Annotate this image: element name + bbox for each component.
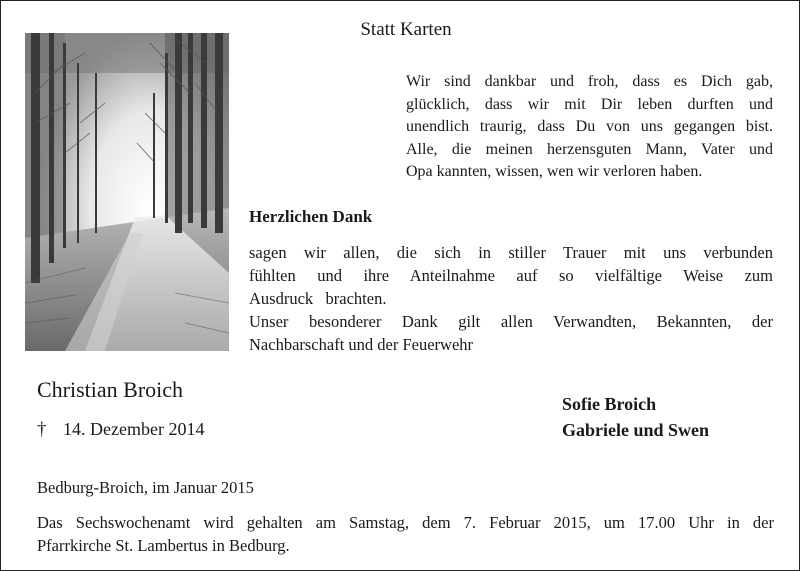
poem-line: Wir sind dankbar und froh, dass es Dich gab, [406, 73, 773, 90]
memorial-poem [406, 71, 773, 184]
thanks-line: Unser besonderer Dank gilt allen Verwandten, Bekannten, der [249, 312, 773, 331]
death-date: 14. Dezember 2014 [63, 419, 205, 439]
signer-name: Sofie Broich [562, 394, 657, 414]
page-title: Statt Karten [360, 19, 452, 40]
thanks-line: sagen wir allen, die sich in stiller Trauer mit uns verbunden [249, 243, 773, 262]
mass-notice [37, 511, 774, 557]
poem-line: unendlich traurig, dass Du von uns gegangen bist. [406, 118, 773, 135]
forest-path-image [25, 33, 229, 351]
thanks-line: Nachbarschaft und der Feuerwehr [249, 335, 474, 354]
place-date: Bedburg-Broich, im Januar 2015 [37, 478, 254, 497]
thanks-text [249, 241, 773, 356]
notice-line: Das Sechswochenamt wird gehalten am Samstag, dem 7. Februar 2015, um 17.00 Uhr in der [37, 513, 774, 532]
thanks-line: Ausdruck brachten. [249, 289, 387, 308]
death-date-row [37, 419, 204, 441]
poem-line: Opa kannten, wissen, wen wir verloren haben. [406, 163, 703, 180]
notice-line: Pfarrkirche St. Lambertus in Bedburg. [37, 536, 290, 555]
cross-icon: † [37, 419, 47, 440]
thanks-heading: Herzlichen Dank [249, 207, 373, 226]
deceased-name: Christian Broich [37, 377, 184, 402]
signer-name: Gabriele und Swen [562, 420, 710, 440]
thanks-line: fühlten und ihre Anteilnahme auf so vielfältige Weise zum [249, 266, 773, 285]
forest-path-photo [25, 33, 229, 351]
poem-line: glücklich, dass wir mit Dir leben durften und [406, 95, 773, 113]
signers [562, 391, 709, 443]
poem-line: Alle, die meinen herzensguten Mann, Vater und [406, 140, 773, 158]
